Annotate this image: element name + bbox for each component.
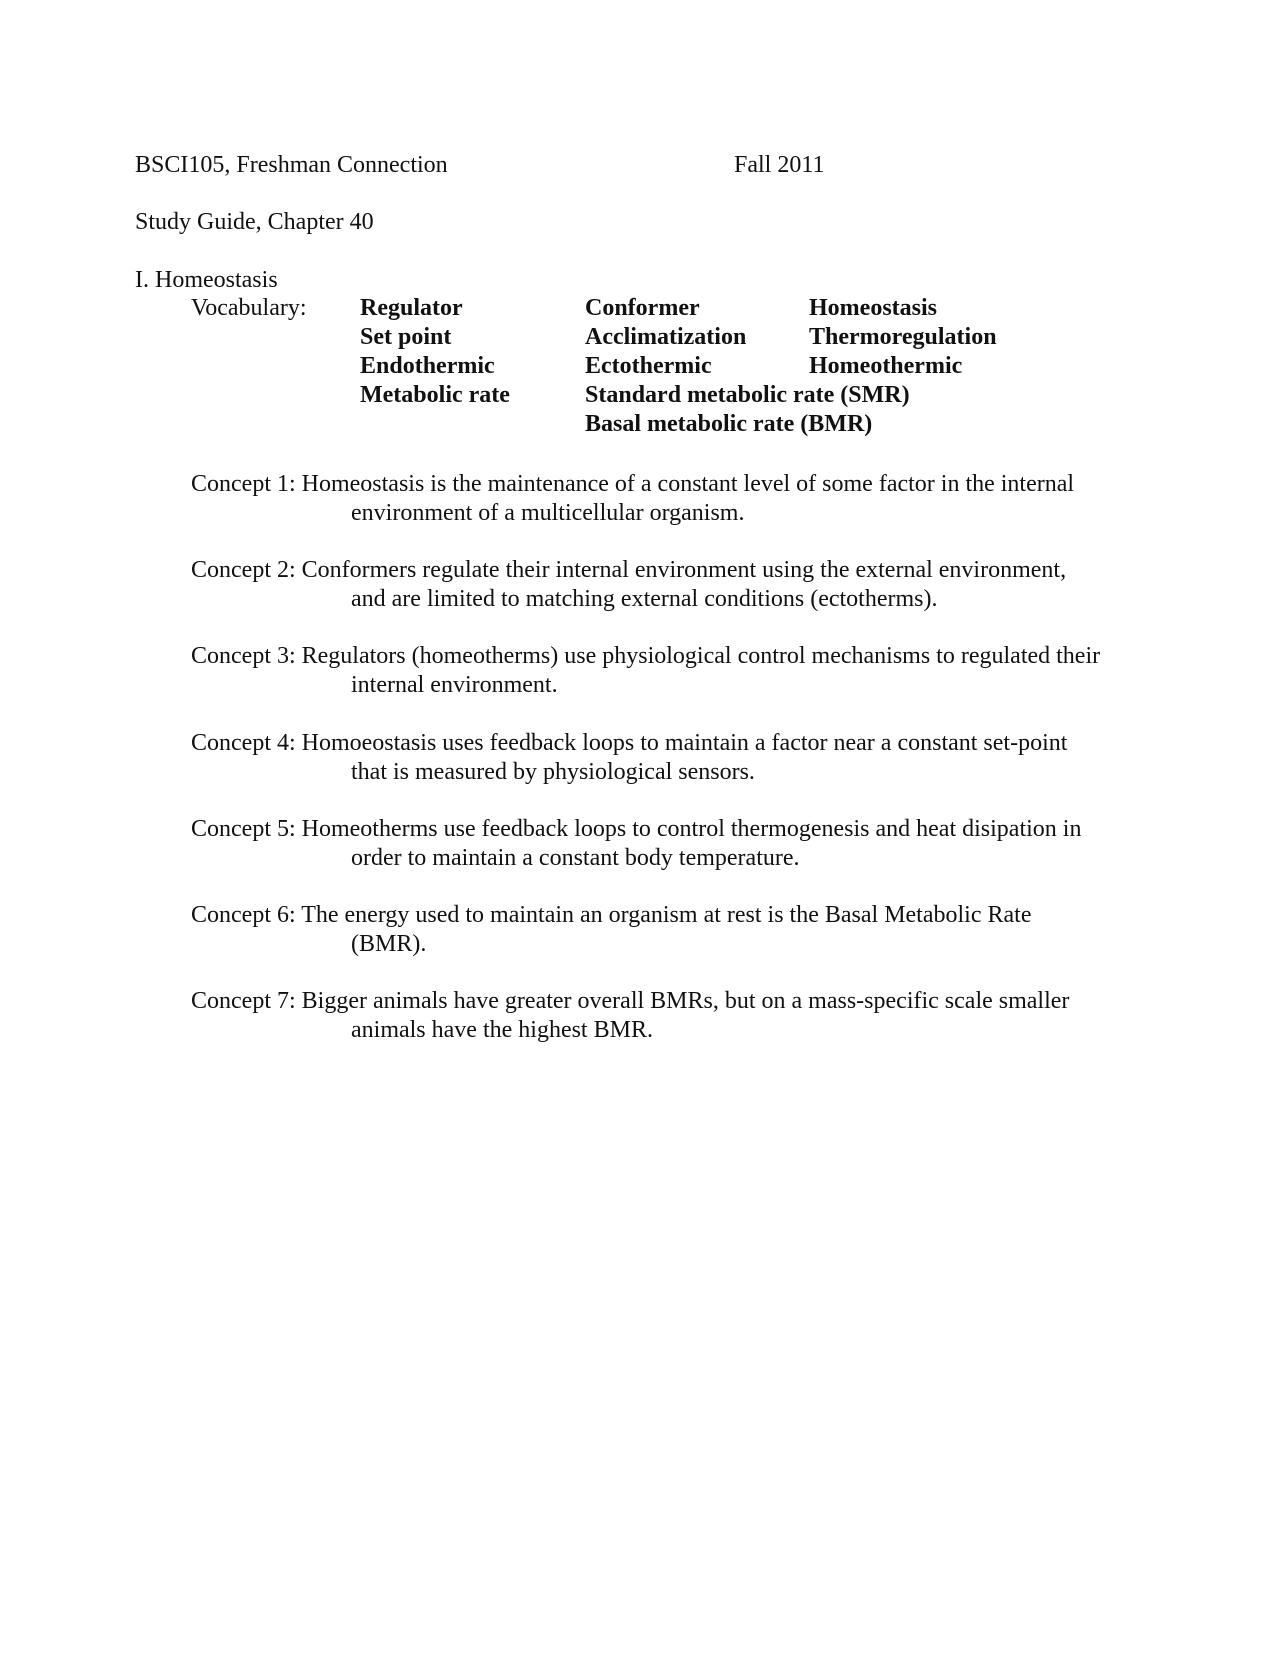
vocabulary-term: Homeothermic [809, 353, 963, 379]
concept-line-1: Concept 4: Homoeostasis uses feedback loops to maintain a factor near a constant set-point [191, 730, 1068, 756]
vocabulary-label: Vocabulary: [191, 295, 307, 321]
vocabulary-column-1 [360, 294, 510, 410]
concept-line-2: order to maintain a constant body temperature. [351, 845, 800, 871]
vocabulary-column-3 [809, 294, 997, 381]
concept-line-1: Concept 5: Homeotherms use feedback loops to control thermogenesis and heat disipation in [191, 816, 1082, 842]
concept-line-1: Concept 1: Homeostasis is the maintenance of a constant level of some factor in the internal [191, 471, 1075, 497]
course-title: BSCI105, Freshman Connection [135, 152, 448, 178]
vocabulary-term: Set point [360, 324, 452, 350]
vocabulary-term: Standard metabolic rate (SMR) [585, 382, 910, 408]
concept-line-2: animals have the highest BMR. [351, 1017, 653, 1043]
concept-line-1: Concept 3: Regulators (homeotherms) use physiological control mechanisms to regulated their [191, 643, 1101, 669]
concept-1 [191, 470, 1151, 528]
concept-line-2: that is measured by physiological sensors. [351, 759, 755, 785]
vocabulary-term: Endothermic [360, 353, 495, 379]
vocabulary-term: Regulator [360, 295, 463, 321]
concept-line-1: Concept 7: Bigger animals have greater overall BMRs, but on a mass-specific scale smaller [191, 988, 1070, 1014]
concept-5 [191, 815, 1151, 873]
concept-line-2: internal environment. [351, 672, 558, 698]
concept-7 [191, 987, 1151, 1045]
concept-2 [191, 556, 1151, 614]
concept-line-2: environment of a multicellular organism. [351, 500, 745, 526]
concept-6 [191, 901, 1151, 959]
concept-4 [191, 729, 1151, 787]
vocabulary-term: Ectothermic [585, 353, 712, 379]
term-label: Fall 2011 [734, 152, 825, 178]
concept-line-1: Concept 6: The energy used to maintain an organism at rest is the Basal Metabolic Rate [191, 902, 1032, 928]
concept-line-2: and are limited to matching external conditions (ectotherms). [351, 586, 938, 612]
vocabulary-term: Metabolic rate [360, 382, 510, 408]
concept-3 [191, 642, 1151, 700]
concept-line-1: Concept 2: Conformers regulate their internal environment using the external environment, [191, 557, 1067, 583]
vocabulary-term: Basal metabolic rate (BMR) [585, 411, 873, 437]
vocabulary-term: Conformer [585, 295, 700, 321]
guide-title: Study Guide, Chapter 40 [135, 209, 374, 235]
section-heading: I. Homeostasis [135, 267, 278, 293]
concept-line-2: (BMR). [351, 931, 427, 957]
vocabulary-term: Thermoregulation [809, 324, 997, 350]
vocabulary-term: Acclimatization [585, 324, 747, 350]
vocabulary-term: Homeostasis [809, 295, 937, 321]
